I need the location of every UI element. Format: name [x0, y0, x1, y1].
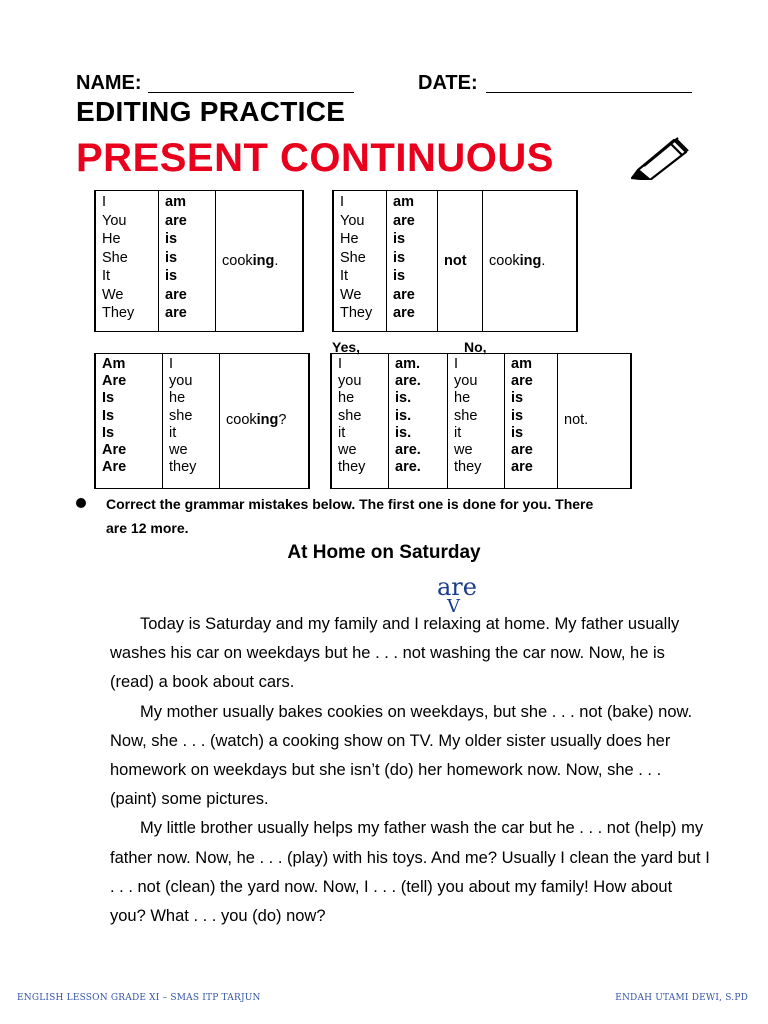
- bullet-icon: [76, 498, 86, 508]
- date-field[interactable]: [486, 74, 692, 93]
- answers-table: [330, 353, 632, 489]
- question-verbs: Am Are Is Is Is Are Are: [95, 354, 163, 489]
- yes-verbs: am. are. is. is. is. are. are.: [389, 354, 448, 489]
- story-body: [110, 610, 710, 931]
- name-label: NAME:: [76, 72, 142, 94]
- yes-subjects: I you he she it we they: [331, 354, 389, 489]
- page-subtitle: EDITING PRACTICE: [76, 96, 346, 127]
- instructions: Correct the grammar mistakes below. The first one is done for you. There are 12 more.: [106, 496, 594, 536]
- negative-not: not: [438, 191, 483, 332]
- question-table: [94, 353, 310, 489]
- story-paragraph: Today is Saturday and my family and I relaxing at home. My father usually washes his car on weekdays but he . . . not washing the car now. Now, he is (read) a book about cars.: [110, 615, 680, 692]
- footer-right: ENDAH UTAMI DEWI, S.PD: [615, 993, 748, 1003]
- yes-label: Yes,: [332, 339, 361, 355]
- story-paragraph: My little brother usually helps my father wash the car but he . . . not (help) my father now. Now, he . . . (play) with his toys. And me? Usually I clean the yard but I . . . not (clean) the yard now. Now, I . . . (tell) you about my family! How about you? What . . . you (do) now?: [110, 819, 710, 926]
- no-not-cell: not.: [558, 354, 632, 489]
- page-title: PRESENT CONTINUOUS: [76, 136, 554, 180]
- question-verb-cell: cooking?: [220, 354, 310, 489]
- no-subjects: I you he she it we they: [448, 354, 505, 489]
- question-subjects: I you he she it we they: [163, 354, 220, 489]
- negative-subjects: I You He She It We They: [333, 191, 387, 332]
- affirmative-subjects: I You He She It We They: [95, 191, 159, 332]
- negative-table: [332, 190, 578, 332]
- correction-word: are: [437, 573, 477, 601]
- name-field[interactable]: [148, 74, 354, 93]
- story-title: At Home on Saturday: [287, 542, 481, 563]
- negative-verbs: am are is is is are are: [387, 191, 438, 332]
- no-verbs: am are is is is are are: [505, 354, 558, 489]
- footer-left: ENGLISH LESSON GRADE XI – SMAS ITP TARJUN: [17, 993, 261, 1003]
- date-label: DATE:: [418, 72, 478, 94]
- correction-mark: V: [447, 596, 460, 617]
- affirmative-verb-cell: cooking.: [216, 191, 304, 332]
- no-label: No,: [464, 339, 487, 355]
- pencil-icon: [630, 132, 692, 180]
- affirmative-verbs: am are is is is are are: [159, 191, 216, 332]
- affirmative-table: [94, 190, 304, 332]
- negative-verb-cell: cooking.: [483, 191, 578, 332]
- story-paragraph: My mother usually bakes cookies on weekdays, but she . . . not (bake) now. Now, she . . . (watch) a cooking show on TV. My older sister usually does her homework on weekdays but she isn’t (do) her homework now. Now, she . . . (paint) some pictures.: [110, 702, 693, 809]
